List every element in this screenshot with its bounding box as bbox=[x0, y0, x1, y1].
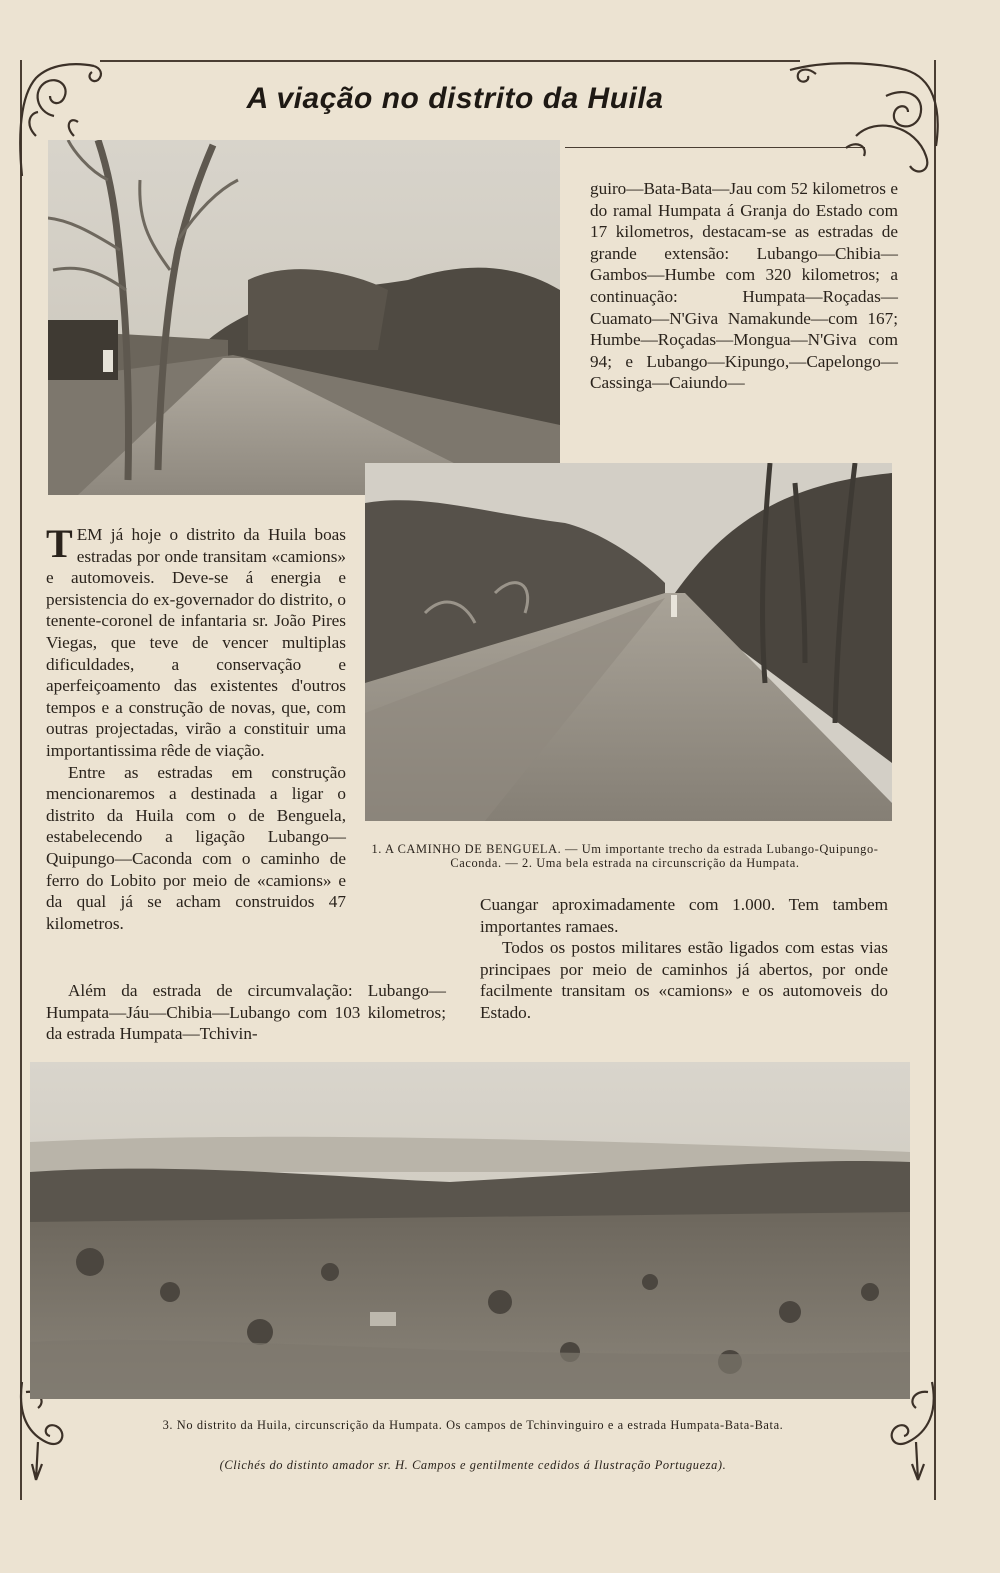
article-title: A viação no distrito da Huila bbox=[246, 82, 664, 115]
paragraph-intro: EM já hoje o distrito da Huila boas estradas por onde transitam «camions» e automoveis. Deve-se á energia e persistencia do ex-governador do distrito, o tenente-coronel de infantaria sr. João Pires Viegas, que teve de vencer multiplas dificuldades, a conservação e aperfeiçoamento das existentes d'outros tempos e a construção de novas, que, com outras projectadas, virão a constituir uma importantissima rêde de viação. bbox=[46, 525, 346, 760]
column-top-right bbox=[590, 178, 898, 394]
paragraph-continuation-top: guiro—Bata-Bata—Jau com 52 kilometros e do ramal Humpata á Granja do Estado com 17 kilometros, destacam-se as estradas de grande extensão: Lubango—Chibia—Gambos—Humbe com 320 kilometros; a continuação: Humpata—Roçadas—Cuamato—N'Giva Namakunde—com 167; Humbe—Roçadas—Mongua—N'Giva com 94; e Lubango—Kipungo,—Capelongo—Cassinga—Caiundo— bbox=[590, 179, 898, 393]
top-rule bbox=[100, 60, 800, 62]
column-right-lower bbox=[480, 894, 888, 1024]
photo-road-benguela bbox=[48, 140, 560, 495]
drop-cap: T bbox=[46, 521, 73, 566]
column-left-lower bbox=[46, 980, 446, 1045]
photo-credits bbox=[78, 1458, 868, 1472]
photo-fields-tchinvinguiro bbox=[30, 1062, 910, 1399]
caption-photo-3: 3. No distrito da Huila, circunscrição da Humpata. Os campos de Tchinvinguiro e a estrada Humpata-Bata-Bata. bbox=[162, 1418, 784, 1432]
credits-publication: Ilustração Portugueza bbox=[594, 1458, 718, 1472]
paragraph-postos-militares: Todos os postos militares estão ligados com estas vias principaes por meio de caminhos já abertos, por onde facilmente transitam os «camions» e os automoveis do Estado. bbox=[480, 938, 888, 1022]
credits-suffix: ). bbox=[717, 1458, 727, 1472]
corner-ornament-top-right bbox=[786, 56, 946, 181]
credits-prefix: (Clichés do distinto amador sr. H. Campos e gentilmente cedidos á bbox=[219, 1458, 595, 1472]
photo-road-humpata bbox=[365, 463, 892, 821]
paragraph-cuangar: Cuangar aproximadamente com 1.000. Tem tambem importantes ramaes. bbox=[480, 895, 888, 936]
paragraph-circumvalacao: Além da estrada de circumvalação: Lubango—Humpata—Jáu—Chibia—Lubango com 103 kilometros; da estrada Humpata—Tchivin- bbox=[46, 981, 446, 1044]
paragraph-construction: Entre as estradas em construção mencionaremos a destinada a ligar o distrito da Huila com o de Benguela, estabelecendo a ligação Lubango—Quipungo—Caconda com o caminho de ferro do Lobito por meio de «camions» e da qual já se acham construidos 47 kilometros. bbox=[46, 762, 346, 933]
caption-photos-1-2: 1. A CAMINHO DE BENGUELA. — Um importante trecho da estrada Lubango-Quipungo-Caconda. — 2. Uma bela estrada na circunscrição da Humpata. bbox=[371, 842, 879, 870]
column-left bbox=[46, 521, 346, 934]
